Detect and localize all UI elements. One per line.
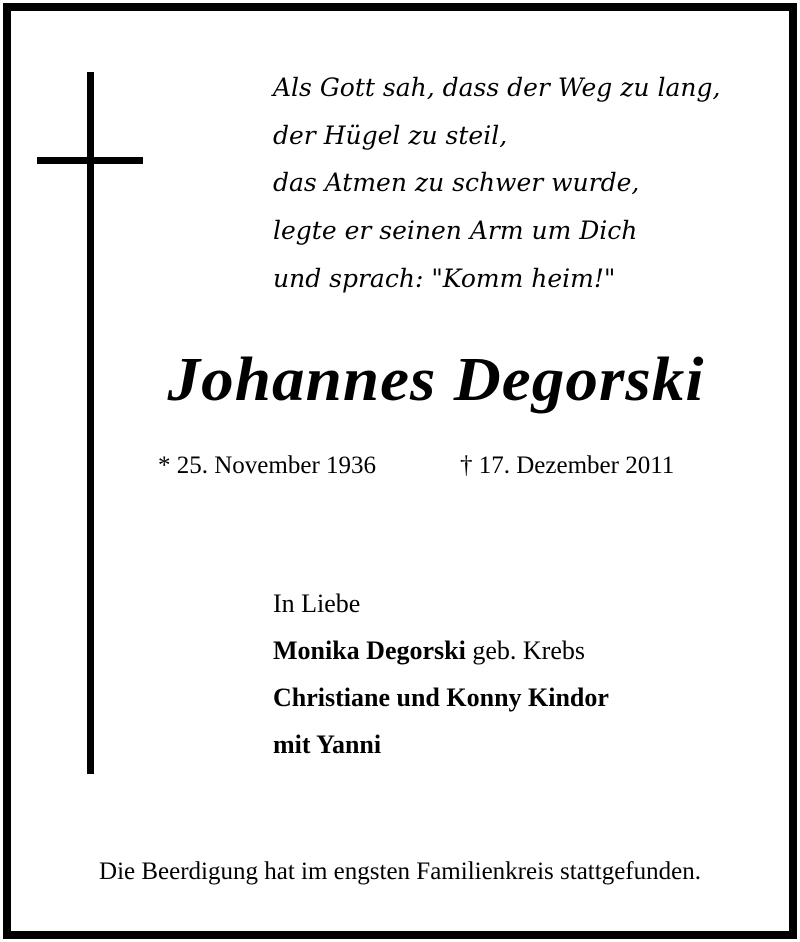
mourner-line: Christiane und Konny Kindor [273, 683, 609, 712]
poem-line: und sprach: "Komm heim!" [273, 263, 616, 293]
poem-line: Als Gott sah, dass der Weg zu lang, [273, 73, 721, 102]
mourner-line [273, 627, 773, 674]
cross-icon-vertical [87, 72, 94, 774]
poem-line: das Atmen zu schwer wurde, [273, 168, 640, 198]
poem [273, 64, 773, 303]
death-date: † 17. Dezember 2011 [460, 452, 675, 479]
funeral-note: Die Beerdigung hat im engsten Familienkreis stattgefunden. [99, 858, 701, 885]
deceased-name: Johannes Degorski [167, 346, 705, 414]
mourner-line: mit Yanni [273, 730, 382, 759]
poem-line: legte er seinen Arm um Dich [273, 216, 638, 246]
cross-icon-horizontal [37, 157, 143, 164]
mourners [273, 580, 773, 768]
poem-line: der Hügel zu steil, [273, 120, 508, 150]
mourners-intro: In Liebe [273, 589, 361, 618]
birth-date: * 25. November 1936 [158, 452, 377, 479]
mourner-maiden-name: geb. Krebs [472, 636, 585, 665]
mourner-name: Monika Degorski [273, 636, 466, 665]
